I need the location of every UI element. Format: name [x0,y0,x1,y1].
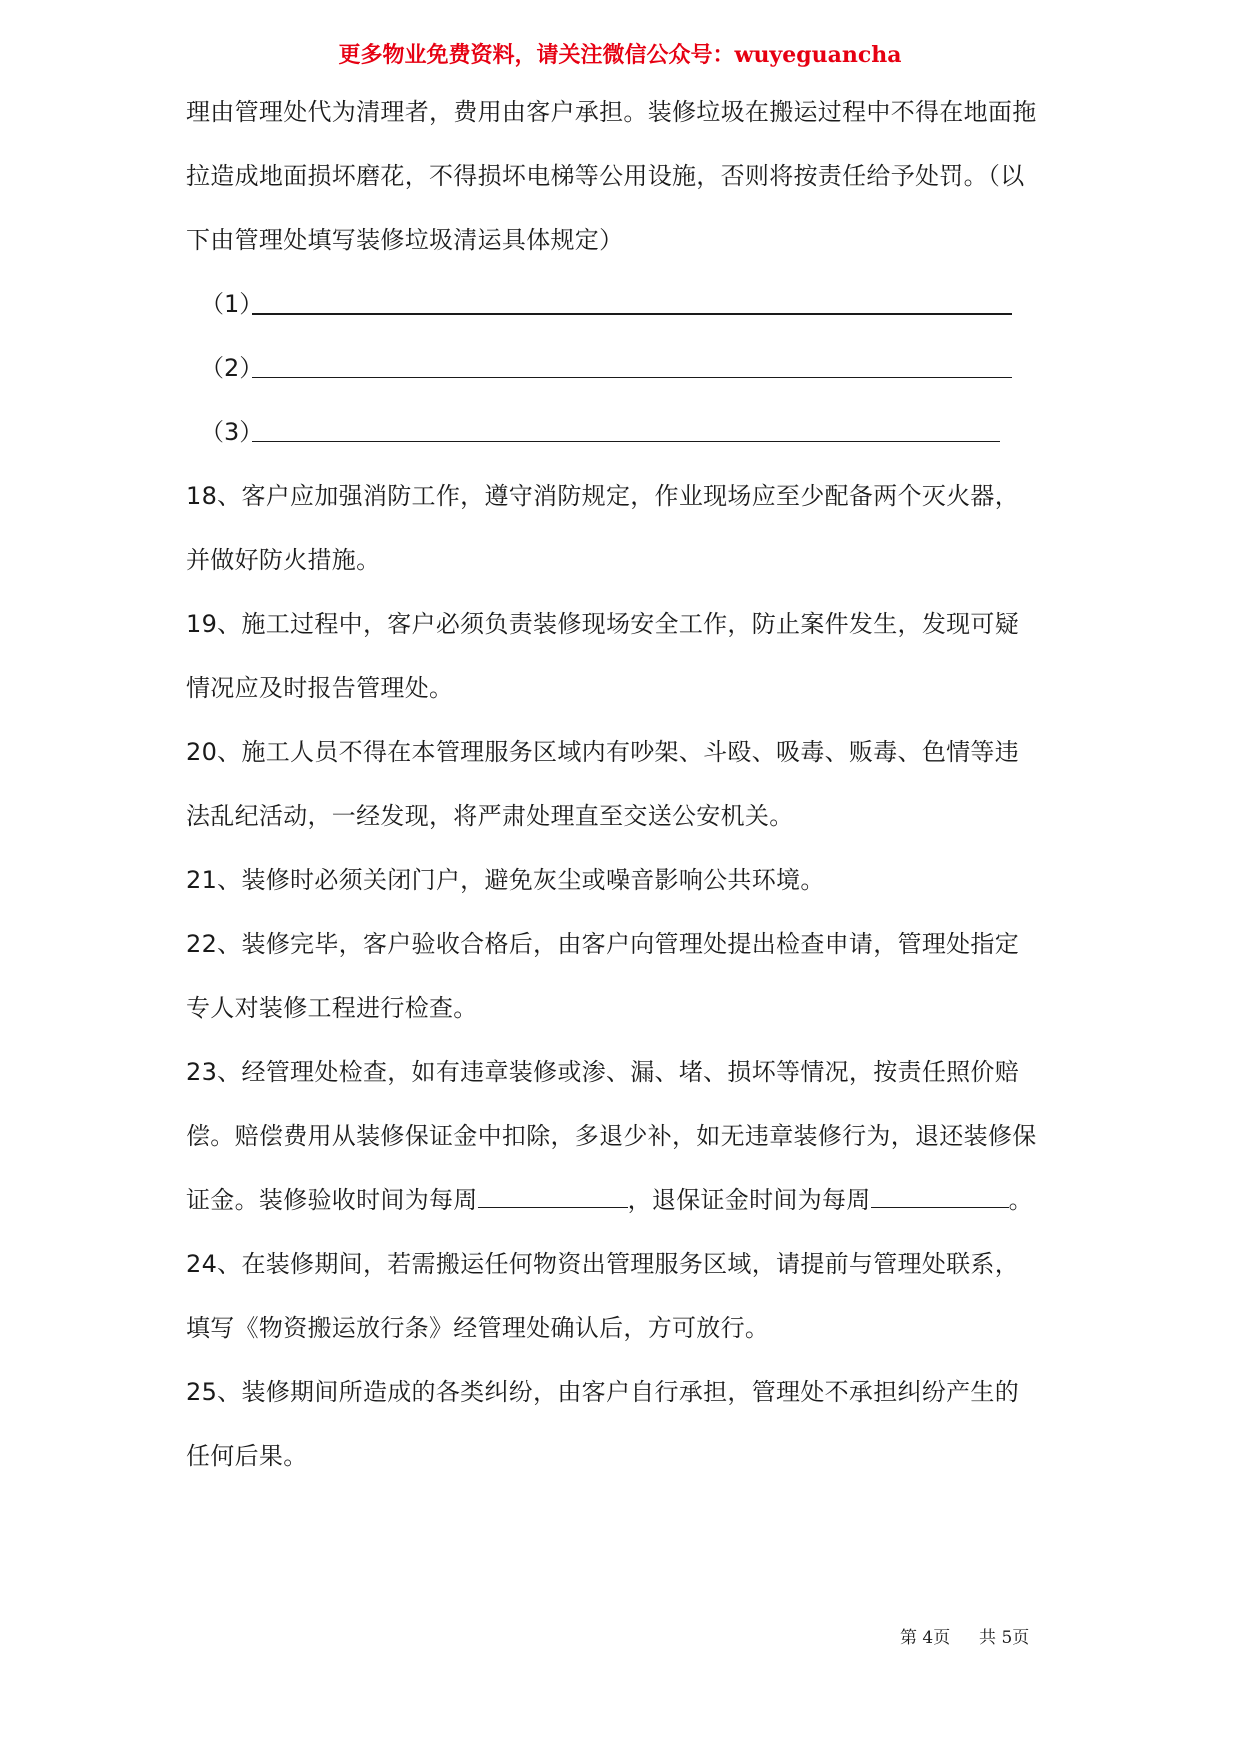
paragraph-25-line-1: 25、装修期间所造成的各类纠纷，由客户自行承担，管理处不承担纠纷产生的 [186,1378,1020,1406]
document-body [186,80,1056,1488]
fill-blank-line-3 [252,441,1000,442]
paragraph-24-line-1: 24、在装修期间，若需搬运任何物资出管理服务区域，请提前与管理处联系， [186,1250,1020,1278]
fill-blank-line-2 [252,377,1012,378]
fill-blank-number-3: （3） [200,418,264,446]
deposit-refund-time-label: ，退保证金时间为每周 [627,1186,871,1214]
header-banner: 更多物业免费资料，请关注微信公众号：wuyeguancha [338,42,902,68]
paragraph-17-line-2: 拉造成地面损坏磨花，不得损坏电梯等公用设施，否则将按责任给予处罚。（以 [186,162,1025,190]
fill-blank-number-2: （2） [200,354,264,382]
paragraph-22-line-1: 22、装修完毕，客户验收合格后，由客户向管理处提出检查申请，管理处指定 [186,930,1020,958]
paragraph-19-line-1: 19、施工过程中，客户必须负责装修现场安全工作，防止案件发生，发现可疑 [186,610,1020,638]
paragraph-22-line-2: 专人对装修工程进行检查。 [186,994,478,1022]
fill-blank-row-3 [186,400,1056,464]
fill-blank-number-1: （1） [200,290,264,318]
paragraph-19-line-2: 情况应及时报告管理处。 [186,674,454,702]
paragraph-20-line-2: 法乱纪活动，一经发现，将严肃处理直至交送公安机关。 [186,802,794,830]
paragraph-25-line-2: 任何后果。 [186,1442,308,1470]
paragraph-21-line-1: 21、装修时必须关闭门户，避免灰尘或噪音影响公共环境。 [186,866,825,894]
acceptance-time-blank [478,1177,628,1208]
page-total: 共 5页 [979,1628,1030,1648]
sentence-end-mark: 。 [1008,1186,1033,1214]
paragraph-23-line-3 [186,1168,1056,1232]
fill-blank-row-1 [186,272,1056,336]
paragraph-23-line-2: 偿。赔偿费用从装修保证金中扣除，多退少补，如无违章装修行为，退还装修保 [186,1122,1037,1150]
paragraph-18-line-2: 并做好防火措施。 [186,546,381,574]
deposit-refund-time-blank [871,1177,1009,1208]
paragraph-24-line-2: 填写《物资搬运放行条》经管理处确认后，方可放行。 [186,1314,770,1342]
fill-blank-row-2 [186,336,1056,400]
paragraph-17-line-3: 下由管理处填写装修垃圾清运具体规定） [186,226,624,254]
paragraph-18-line-1: 18、客户应加强消防工作，遵守消防规定，作业现场应至少配备两个灭火器， [186,482,1020,510]
paragraph-23-line-1: 23、经管理处检查，如有违章装修或渗、漏、堵、损坏等情况，按责任照价赔 [186,1058,1020,1086]
paragraph-17-line-1: 理由管理处代为清理者，费用由客户承担。装修垃圾在搬运过程中不得在地面拖 [186,98,1037,126]
fill-blank-line-1 [252,313,1012,315]
acceptance-time-label: 证金。装修验收时间为每周 [186,1186,478,1214]
page-number: 第 4页 [900,1628,951,1648]
page-footer [900,1626,1029,1650]
paragraph-20-line-1: 20、施工人员不得在本管理服务区域内有吵架、斗殴、吸毒、贩毒、色情等违 [186,738,1020,766]
